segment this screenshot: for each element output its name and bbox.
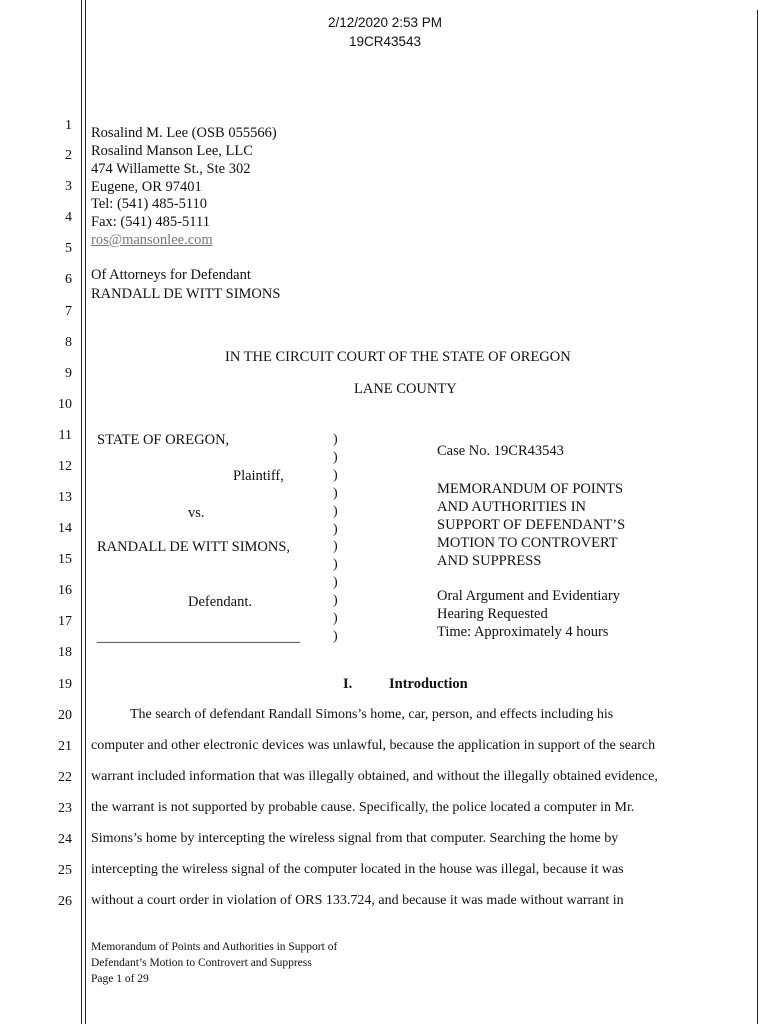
line-number: 8	[65, 335, 72, 350]
line-number: 12	[58, 459, 72, 474]
body-text-line: intercepting the wireless signal of the computer located in the house was illegal, because it was	[91, 862, 624, 877]
body-text-line: the warrant is not supported by probable cause. Specifically, the police located a computer in Mr.	[91, 800, 635, 815]
footer-page-number: Page 1 of 29	[91, 973, 149, 985]
line-number: 9	[65, 366, 72, 381]
attorney-street: 474 Willamette St., Ste 302	[91, 161, 251, 177]
line-number: 14	[58, 521, 72, 536]
hearing-request-line: Hearing Requested	[437, 606, 548, 622]
court-county: LANE COUNTY	[354, 381, 457, 397]
line-number: 24	[58, 832, 72, 847]
document-title-line: MEMORANDUM OF POINTS	[437, 481, 624, 497]
line-number: 18	[58, 645, 72, 660]
left-margin-rule-inner	[85, 0, 86, 1024]
attorney-fax: Fax: (541) 485-5111	[91, 214, 210, 230]
caption-signature-line: ____________________________	[97, 629, 300, 645]
attorney-name: Rosalind M. Lee (OSB 055566)	[91, 125, 277, 141]
court-name: IN THE CIRCUIT COURT OF THE STATE OF OREGON	[225, 349, 571, 365]
line-number: 13	[58, 490, 72, 505]
body-text-line: The search of defendant Randall Simons’s home, car, person, and effects including his	[130, 707, 614, 722]
case-number-label: Case No. 19CR43543	[437, 443, 564, 459]
line-number: 26	[58, 894, 72, 909]
line-number: 11	[58, 428, 72, 443]
filing-case-number: 19CR43543	[348, 34, 422, 49]
hearing-request-line: Oral Argument and Evidentiary	[437, 588, 620, 604]
line-number: 4	[65, 210, 72, 225]
attorney-tel: Tel: (541) 485-5110	[91, 196, 208, 212]
line-number: 7	[65, 304, 72, 319]
plaintiff-role: Plaintiff,	[233, 468, 284, 484]
body-text-line: warrant included information that was illegally obtained, and without the illegally obtained evidence,	[91, 769, 658, 784]
line-number: 6	[65, 272, 72, 287]
body-text-line: Simons’s home by intercepting the wireless signal from that computer. Searching the home by	[91, 831, 619, 846]
plaintiff-name: STATE OF OREGON,	[97, 432, 230, 448]
body-text-line: computer and other electronic devices was unlawful, because the application in support of the search	[91, 738, 656, 753]
hearing-time-estimate: Time: Approximately 4 hours	[437, 624, 609, 640]
defendant-role: Defendant.	[188, 594, 253, 610]
filing-datetime: 2/12/2020 2:53 PM	[327, 15, 443, 30]
line-number: 17	[58, 614, 72, 629]
section-number: I.	[343, 676, 353, 692]
line-number: 16	[58, 583, 72, 598]
document-title-line: AND AUTHORITIES IN	[437, 499, 587, 515]
document-title-line: SUPPORT OF DEFENDANT’S	[437, 517, 626, 533]
line-number: 10	[58, 397, 72, 412]
attorney-city: Eugene, OR 97401	[91, 179, 202, 195]
left-margin-rule-outer	[81, 0, 82, 1024]
footer-title-line2: Defendant’s Motion to Controvert and Suppress	[91, 957, 312, 969]
attorney-email-link[interactable]: ros@mansonlee.com	[91, 232, 213, 248]
of-attorneys-label: Of Attorneys for Defendant	[91, 267, 251, 283]
document-title-line: MOTION TO CONTROVERT	[437, 535, 618, 551]
client-name: RANDALL DE WITT SIMONS	[91, 286, 281, 302]
line-number: 21	[58, 739, 72, 754]
right-margin-rule	[757, 10, 758, 1024]
line-number: 22	[58, 770, 72, 785]
section-title: Introduction	[389, 676, 468, 692]
caption-parentheses: ) ) ) ) ) ) ) ) ) ) ) )	[333, 432, 338, 644]
versus-label: vs.	[188, 505, 205, 521]
line-number: 19	[58, 677, 72, 692]
body-text-line: without a court order in violation of ORS 133.724, and because it was made without warrant in	[91, 893, 624, 908]
footer-title-line1: Memorandum of Points and Authorities in Support of	[91, 941, 338, 953]
line-number: 15	[58, 552, 72, 567]
defendant-name: RANDALL DE WITT SIMONS,	[97, 539, 291, 555]
document-title-line: AND SUPPRESS	[437, 553, 542, 569]
line-number: 20	[58, 708, 72, 723]
attorney-firm: Rosalind Manson Lee, LLC	[91, 143, 253, 159]
line-number: 2	[65, 148, 72, 163]
line-number: 23	[58, 801, 72, 816]
line-number: 5	[65, 241, 72, 256]
line-number: 3	[65, 179, 72, 194]
line-number: 25	[58, 863, 72, 878]
line-number: 1	[65, 118, 72, 133]
